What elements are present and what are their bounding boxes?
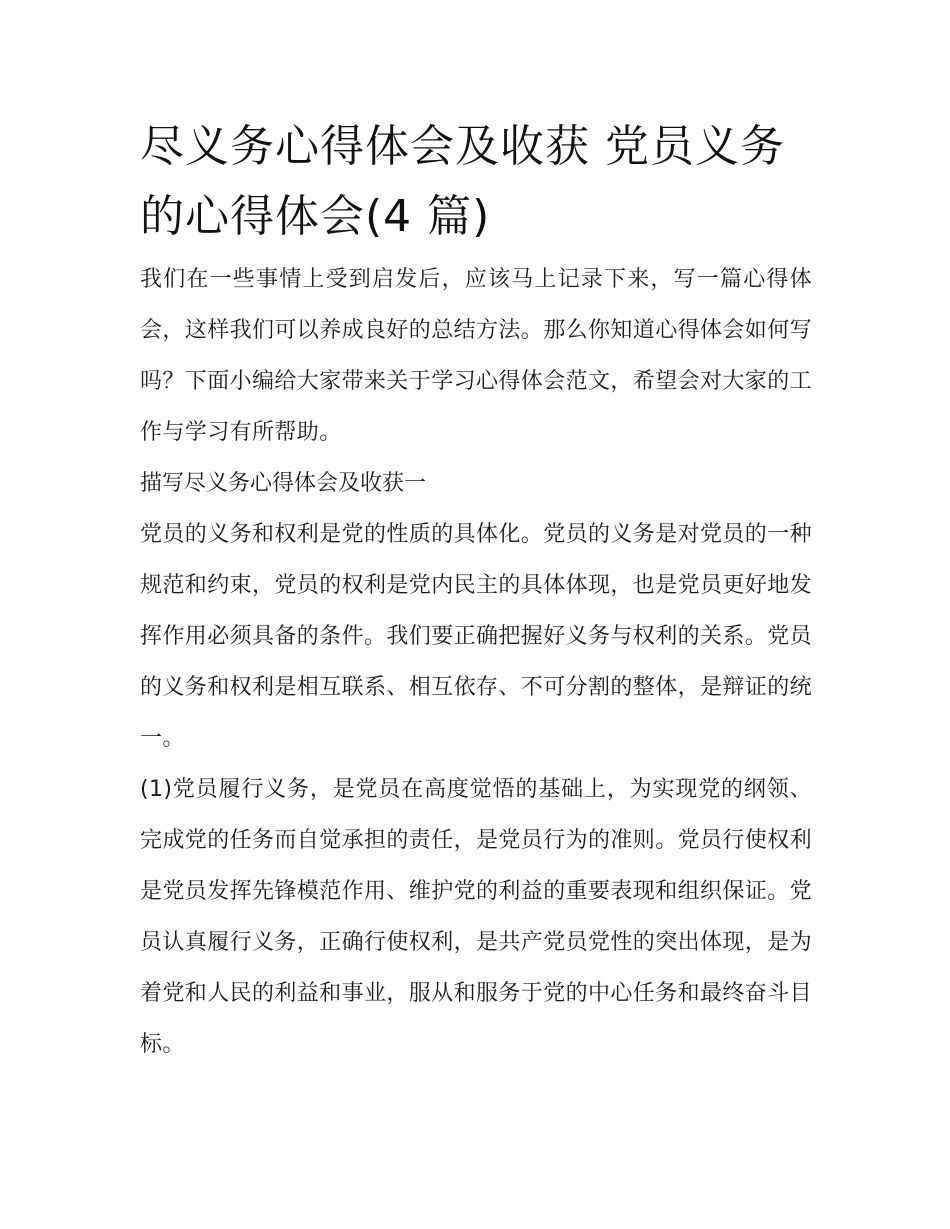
body-paragraph-2: (1)党员履行义务，是党员在高度觉悟的基础上，为实现党的纲领、完成党的任务而自觉承担的责任，是党员行为的准则。党员行使权利是党员发挥先锋模范作用、维护党的利益的重要表现和组织保证。党员认真履行义务，正确行使权利，是共产党员党性的突出体现，是为着党和人民的利益和事业，服从和服务于党的中心任务和最终奋斗目标。	[140, 777, 813, 1057]
section-heading: 描写尽义务心得体会及收获一	[140, 471, 427, 496]
document-title: 尽义务心得体会及收获 党员义务的心得体会(4 篇)	[140, 121, 785, 242]
body-paragraph-1: 党员的义务和权利是党的性质的具体化。党员的义务是对党员的一种规范和约束，党员的权利是党内民主的具体体现，也是党员更好地发挥作用必须具备的条件。我们要正确把握好义务与权利的关系。党员的义务和权利是相互联系、相互依存、不可分割的整体，是辩证的统一。	[140, 522, 813, 751]
document-page	[140, 112, 812, 1070]
intro-paragraph: 我们在一些事情上受到启发后，应该马上记录下来，写一篇心得体会，这样我们可以养成良好的总结方法。那么你知道心得体会如何写吗？下面小编给大家带来关于学习心得体会范文，希望会对大家的工作与学习有所帮助。	[140, 267, 813, 445]
